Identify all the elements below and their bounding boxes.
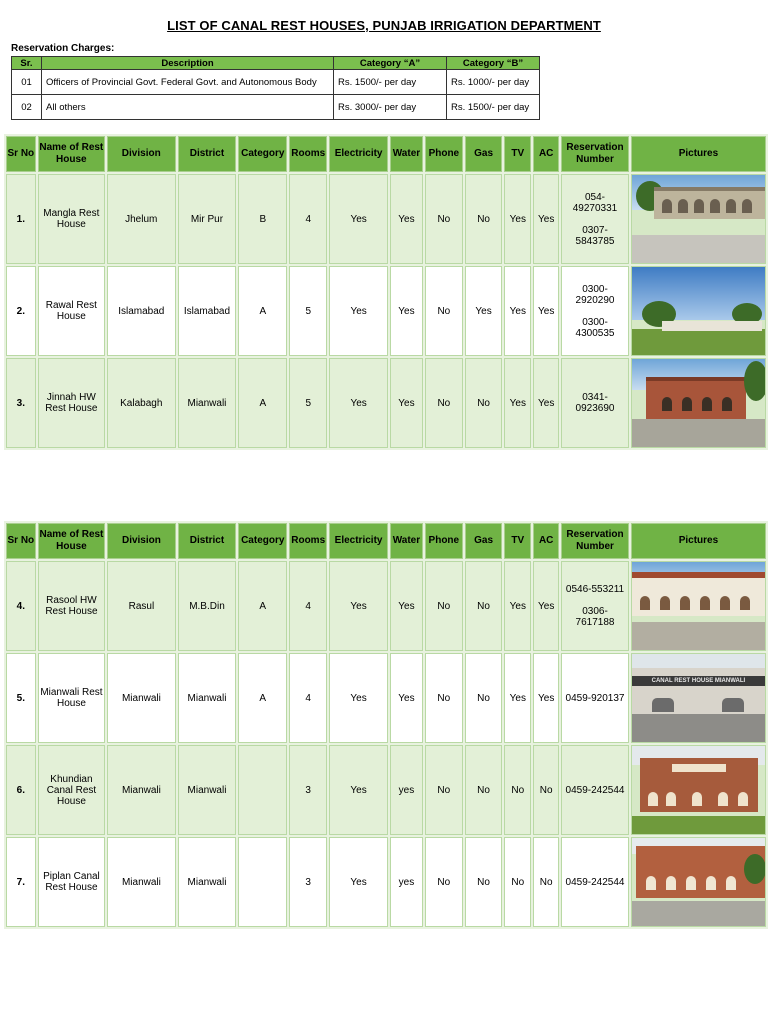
row-gas: No <box>465 174 503 264</box>
piplan-rest-house-photo <box>632 838 765 926</box>
row-gas: No <box>465 837 503 927</box>
row-rooms: 4 <box>289 653 327 743</box>
row-ac: Yes <box>533 174 559 264</box>
row-division: Kalabagh <box>107 358 176 448</box>
row-picture <box>631 561 766 651</box>
row-ac: Yes <box>533 358 559 448</box>
col-water: Water <box>390 523 423 559</box>
row-tv: No <box>504 745 531 835</box>
reservation-number-2: 0306-7617188 <box>575 606 615 628</box>
row-district: Mianwali <box>178 358 237 448</box>
row-phone: No <box>425 653 463 743</box>
row-name: Mianwali Rest House <box>38 653 106 743</box>
reservation-number-1: 0459-920137 <box>565 692 625 704</box>
rest-house-table-1 <box>4 134 768 450</box>
row-rooms: 5 <box>289 358 327 448</box>
col-category: Category <box>238 136 287 172</box>
col-tv: TV <box>504 523 531 559</box>
col-name: Name of Rest House <box>38 136 105 172</box>
row-phone: No <box>425 174 463 264</box>
row-ac: Yes <box>533 653 559 743</box>
row-sr: 4. <box>6 561 36 651</box>
khundian-rest-house-photo <box>632 746 765 834</box>
row-picture <box>631 174 766 264</box>
rawal-rest-house-photo <box>632 267 765 355</box>
row-name: Jinnah HW Rest House <box>38 358 105 448</box>
row-electricity: Yes <box>329 745 388 835</box>
reservation-number-1: 0459-242544 <box>565 784 625 796</box>
row-tv: Yes <box>504 358 531 448</box>
col-district: District <box>178 136 237 172</box>
row-reservation-number <box>561 561 629 651</box>
row-electricity: Yes <box>329 174 388 264</box>
row-sr: 6. <box>6 745 36 835</box>
row-gas: No <box>465 653 503 743</box>
row-picture <box>631 358 766 448</box>
col-sr-no: Sr No <box>6 523 36 559</box>
row-electricity: Yes <box>329 653 388 743</box>
charges-header-description: Description <box>42 57 334 70</box>
table-header-row <box>6 523 766 559</box>
table-row <box>6 653 766 743</box>
row-sr: 5. <box>6 653 36 743</box>
charges-header-category-b: Category “B” <box>447 57 540 70</box>
page-title: LIST OF CANAL REST HOUSES, PUNJAB IRRIGATION DEPARTMENT <box>167 18 601 33</box>
row-tv: Yes <box>504 653 531 743</box>
row-category: A <box>238 358 287 448</box>
table-row <box>6 561 766 651</box>
col-electricity: Electricity <box>329 523 388 559</box>
row-ac: No <box>533 745 559 835</box>
row-reservation-number <box>561 174 629 264</box>
charges-description: Officers of Provincial Govt. Federal Govt. and Autonomous Body <box>42 70 334 95</box>
charges-description: All others <box>42 95 334 120</box>
charges-sr: 01 <box>12 70 42 95</box>
row-tv: Yes <box>504 174 531 264</box>
row-tv: No <box>504 837 531 927</box>
mianwali-sign: CANAL REST HOUSE MIANWALI <box>632 676 765 686</box>
row-water: Yes <box>390 358 423 448</box>
row-reservation-number <box>561 266 629 356</box>
row-phone: No <box>425 266 463 356</box>
row-ac: Yes <box>533 266 559 356</box>
row-ac: No <box>533 837 559 927</box>
col-pictures: Pictures <box>631 523 766 559</box>
row-electricity: Yes <box>329 266 388 356</box>
row-phone: No <box>425 837 463 927</box>
mangla-rest-house-photo <box>632 175 765 263</box>
row-division: Jhelum <box>107 174 176 264</box>
col-category: Category <box>238 523 287 559</box>
row-phone: No <box>425 358 463 448</box>
col-district: District <box>178 523 237 559</box>
col-pictures: Pictures <box>631 136 766 172</box>
row-rooms: 4 <box>289 174 327 264</box>
row-reservation-number <box>561 653 629 743</box>
row-district: Islamabad <box>178 266 237 356</box>
reservation-number-1: 0341-0923690 <box>575 392 615 414</box>
row-category: A <box>238 561 287 651</box>
col-gas: Gas <box>465 523 503 559</box>
col-reservation-number: Reservation Number <box>561 523 629 559</box>
row-water: Yes <box>390 174 423 264</box>
row-electricity: Yes <box>329 561 388 651</box>
reservation-charges-table <box>11 56 540 120</box>
row-phone: No <box>425 561 463 651</box>
row-name: Piplan Canal Rest House <box>38 837 106 927</box>
row-electricity: Yes <box>329 358 388 448</box>
row-rooms: 3 <box>289 745 327 835</box>
charges-header-sr: Sr. <box>12 57 42 70</box>
row-district: Mianwali <box>178 745 237 835</box>
row-name: Mangla Rest House <box>38 174 105 264</box>
row-division: Islamabad <box>107 266 176 356</box>
row-sr: 2. <box>6 266 36 356</box>
row-sr: 7. <box>6 837 36 927</box>
row-district: Mianwali <box>178 653 237 743</box>
row-district: M.B.Din <box>178 561 237 651</box>
row-reservation-number <box>561 837 629 927</box>
reservation-number-2: 0307-5843785 <box>575 224 615 247</box>
reservation-charges-label: Reservation Charges: <box>11 43 115 54</box>
row-ac: Yes <box>533 561 559 651</box>
col-division: Division <box>107 523 175 559</box>
row-picture <box>631 653 766 743</box>
row-water: yes <box>390 837 423 927</box>
row-division: Mianwali <box>107 837 175 927</box>
charges-sr: 02 <box>12 95 42 120</box>
row-category: A <box>238 266 287 356</box>
row-picture <box>631 266 766 356</box>
col-ac: AC <box>533 136 559 172</box>
row-reservation-number <box>561 358 629 448</box>
row-name: Rasool HW Rest House <box>38 561 106 651</box>
row-rooms: 4 <box>289 561 327 651</box>
row-tv: Yes <box>504 266 531 356</box>
reservation-number-1: 0546-553211 <box>565 584 625 595</box>
charges-row <box>12 95 540 120</box>
table-header-row <box>6 136 766 172</box>
row-division: Mianwali <box>107 745 175 835</box>
row-division: Rasul <box>107 561 175 651</box>
row-electricity: Yes <box>329 837 388 927</box>
col-rooms: Rooms <box>289 136 327 172</box>
row-gas: No <box>465 561 503 651</box>
row-rooms: 5 <box>289 266 327 356</box>
col-water: Water <box>390 136 423 172</box>
row-water: yes <box>390 745 423 835</box>
row-division: Mianwali <box>107 653 175 743</box>
col-division: Division <box>107 136 176 172</box>
row-sr: 3. <box>6 358 36 448</box>
table-row <box>6 174 766 264</box>
row-name: Rawal Rest House <box>38 266 105 356</box>
jinnah-hw-rest-house-photo <box>632 359 765 447</box>
reservation-number-1: 054-49270331 <box>572 191 618 214</box>
col-ac: AC <box>533 523 559 559</box>
col-phone: Phone <box>425 523 463 559</box>
row-tv: Yes <box>504 561 531 651</box>
row-category: B <box>238 174 287 264</box>
row-water: Yes <box>390 266 423 356</box>
charges-category-b: Rs. 1000/- per day <box>447 70 540 95</box>
row-category <box>238 745 287 835</box>
row-district: Mir Pur <box>178 174 237 264</box>
row-picture <box>631 745 766 835</box>
table-row <box>6 358 766 448</box>
reservation-number-1: 0300-2920290 <box>575 283 615 306</box>
col-sr-no: Sr No <box>6 136 36 172</box>
col-tv: TV <box>504 136 531 172</box>
charges-category-b: Rs. 1500/- per day <box>447 95 540 120</box>
rest-house-table-2 <box>4 521 768 929</box>
row-water: Yes <box>390 561 423 651</box>
row-rooms: 3 <box>289 837 327 927</box>
table-row <box>6 745 766 835</box>
row-gas: No <box>465 358 503 448</box>
charges-row <box>12 70 540 95</box>
col-reservation-number: Reservation Number <box>561 136 629 172</box>
rasool-hw-rest-house-photo <box>632 562 765 650</box>
table-row <box>6 837 766 927</box>
row-phone: No <box>425 745 463 835</box>
col-electricity: Electricity <box>329 136 388 172</box>
row-picture <box>631 837 766 927</box>
row-water: Yes <box>390 653 423 743</box>
col-phone: Phone <box>425 136 463 172</box>
reservation-number-2: 0300-4300535 <box>575 316 615 339</box>
col-gas: Gas <box>465 136 503 172</box>
charges-category-a: Rs. 1500/- per day <box>334 70 447 95</box>
reservation-number-1: 0459-242544 <box>565 876 625 888</box>
charges-header-category-a: Category “A” <box>334 57 447 70</box>
row-district: Mianwali <box>178 837 237 927</box>
row-category <box>238 837 287 927</box>
charges-category-a: Rs. 3000/- per day <box>334 95 447 120</box>
row-reservation-number <box>561 745 629 835</box>
col-rooms: Rooms <box>289 523 327 559</box>
col-name: Name of Rest House <box>38 523 106 559</box>
row-gas: Yes <box>465 266 503 356</box>
row-category: A <box>238 653 287 743</box>
mianwali-rest-house-photo <box>632 654 765 742</box>
row-name: Khundian Canal Rest House <box>38 745 106 835</box>
row-sr: 1. <box>6 174 36 264</box>
row-gas: No <box>465 745 503 835</box>
table-row <box>6 266 766 356</box>
